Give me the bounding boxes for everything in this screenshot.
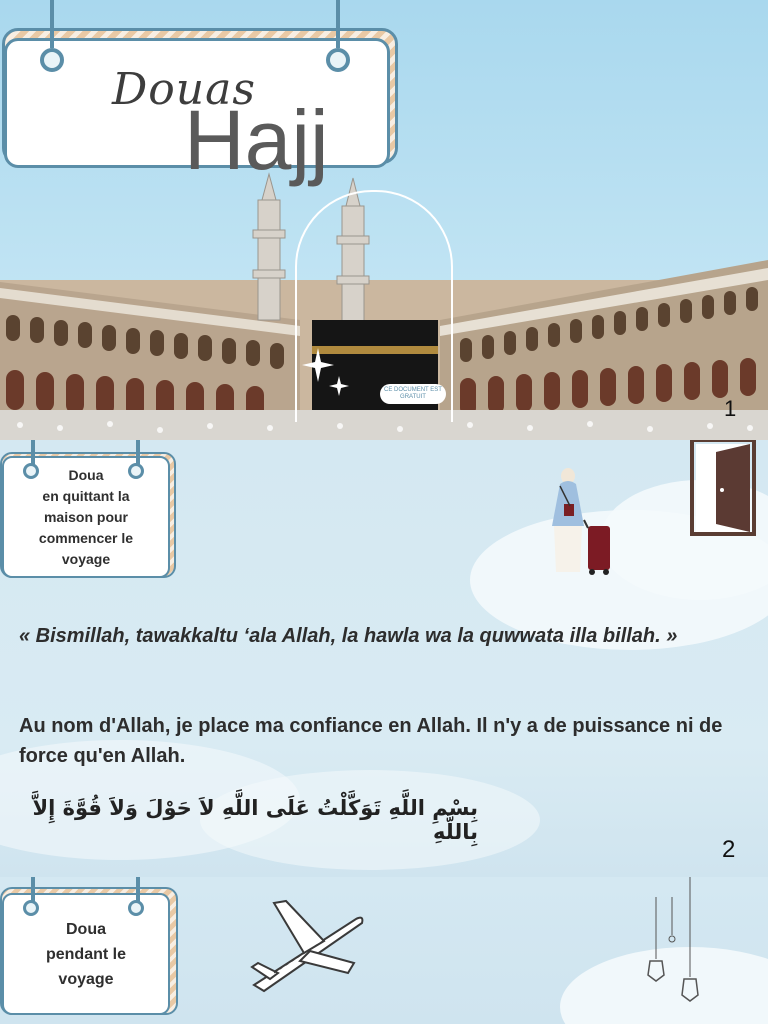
transliteration-text: « Bismillah, tawakkaltu ‘ala Allah, la hawla wa la quwwata illa billah. » — [19, 625, 678, 647]
cover-banner — [0, 0, 768, 440]
hanger-cord — [336, 0, 340, 48]
arabic-text: بِسْمِ اللَّهِ تَوَكَّلْتُ عَلَى اللَّهِ لاَ حَوْلَ وَلاَ قُوَّةَ إِلاَّ بِاللَّهِ — [32, 796, 478, 844]
pilgrim-illustration — [540, 466, 630, 578]
page-number: 2 — [722, 836, 736, 863]
hanger-ring — [326, 48, 350, 72]
hanger-ring — [128, 900, 144, 916]
page-title: Hajj — [184, 93, 329, 187]
card-title: Doua pendant le voyage — [2, 893, 170, 1015]
hanger-ring — [40, 48, 64, 72]
section-during-travel — [0, 877, 768, 1024]
title-script: Douas — [112, 64, 256, 115]
hanger-ring — [128, 463, 144, 479]
card-title: Doua en quittant la maison pour commencer le voyage — [2, 456, 170, 578]
lantern-icon — [640, 877, 710, 1007]
airplane-icon — [244, 897, 368, 997]
free-document-badge: CE DOCUMENT EST GRATUIT — [380, 384, 446, 404]
hanger-cord — [50, 0, 54, 48]
hanger-ring — [23, 463, 39, 479]
section-leaving-home — [0, 440, 768, 877]
door-icon — [690, 440, 756, 536]
page-number: 1 — [724, 396, 737, 421]
translation-text: Au nom d'Allah, je place ma confiance en Allah. Il n'y a de puissance ni de force qu'en Allah. — [19, 715, 723, 767]
hanger-ring — [23, 900, 39, 916]
